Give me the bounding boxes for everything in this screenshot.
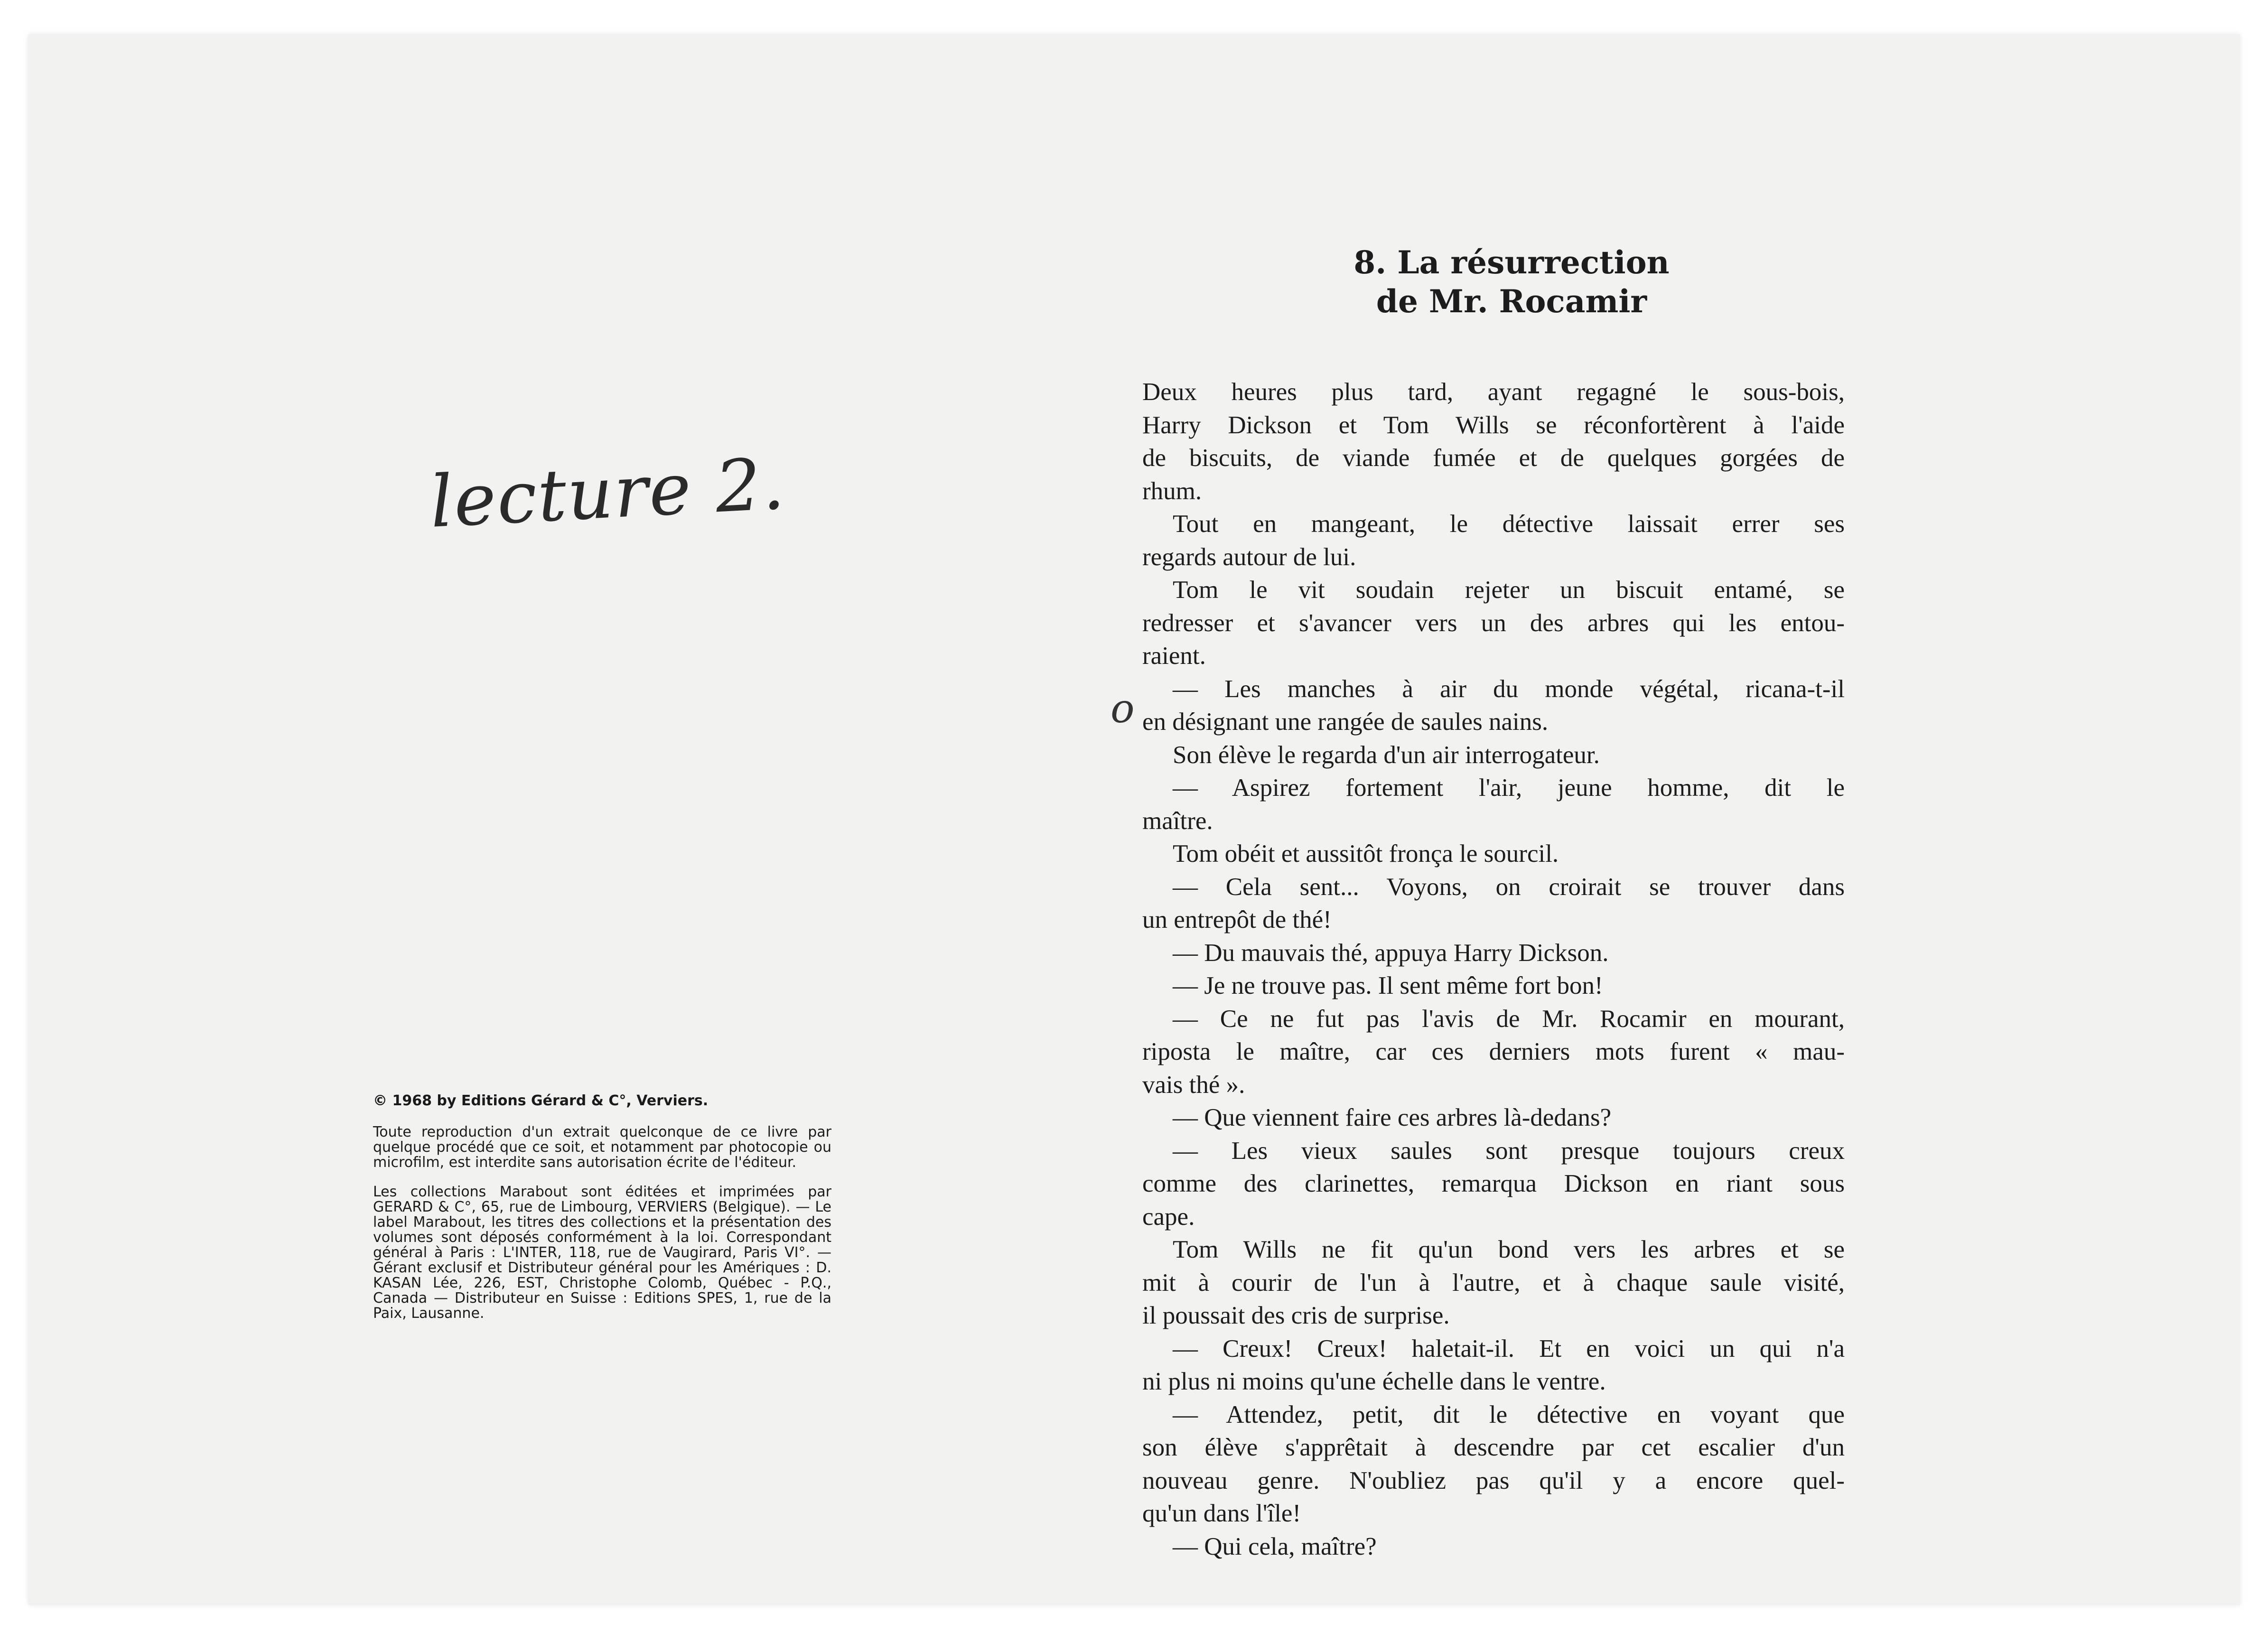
- text-line: raient.: [1142, 642, 1206, 670]
- text-line: il poussait des cris de surprise.: [1142, 1302, 1450, 1329]
- text-line: nouveau genre. N'oubliez pas qu'il y a encore quel-: [1142, 1466, 1845, 1494]
- text-line: qu'un dans l'île!: [1142, 1500, 1301, 1527]
- text-line: Harry Dickson et Tom Wills se réconfortèrent à l'aide: [1142, 411, 1845, 439]
- text-line: en désignant une rangée de saules nains.: [1142, 708, 1549, 736]
- text-line: maître.: [1142, 807, 1213, 835]
- text-line: Tom Wills ne fit qu'un bond vers les arbres et se: [1173, 1236, 1845, 1263]
- chapter-title: [1177, 243, 1846, 321]
- publisher-info: Les collections Marabout sont éditées et imprimées par GERARD & C°, 65, rue de Limbourg, VERVIERS (Belgique). — Le label Marabout, les titres des collections et la présentation des volumes sont déposés conformément à la loi. Correspondant général à Paris : L'INTER, 118, rue de Vaugirard, Paris VI°. — Gérant exclusif et Distributeur général pour les Amériques : D. KASAN Lée, 226, EST, Christophe Colomb, Québec - P.Q., Canada — Distributeur en Suisse : Editions SPES, 1, rue de la Paix, Lausanne.: [373, 1184, 831, 1322]
- chapter-title-line-2: de Mr. Rocamir: [1376, 283, 1647, 320]
- text-line: vais thé ».: [1142, 1071, 1245, 1099]
- chapter-title-line-1: 8. La résurrection: [1353, 244, 1670, 281]
- text-line: — Les vieux saules sont presque toujours creux: [1173, 1137, 1845, 1165]
- text-line: mit à courir de l'un à l'autre, et à chaque saule visité,: [1142, 1269, 1845, 1297]
- text-line: rhum.: [1142, 477, 1202, 505]
- text-line: riposta le maître, car ces derniers mots furent « mau-: [1142, 1038, 1845, 1065]
- text-line: cape.: [1142, 1203, 1195, 1231]
- text-line: — Du mauvais thé, appuya Harry Dickson.: [1173, 939, 1609, 967]
- text-line: redresser et s'avancer vers un des arbres qui les entou-: [1142, 609, 1845, 637]
- text-line: — Attendez, petit, dit le détective en voyant que: [1173, 1400, 1845, 1428]
- text-line: — Que viennent faire ces arbres là-dedans?: [1173, 1104, 1612, 1131]
- text-line: Tom le vit soudain rejeter un biscuit entamé, se: [1173, 576, 1845, 604]
- copyright-notice: © 1968 by Editions Gérard & C°, Verviers.: [373, 1092, 709, 1109]
- text-line: un entrepôt de thé!: [1142, 906, 1332, 933]
- text-line: son élève s'apprêtait à descendre par cet escalier d'un: [1142, 1434, 1845, 1461]
- text-line: ni plus ni moins qu'une échelle dans le ventre.: [1142, 1368, 1606, 1395]
- colophon: [373, 1093, 831, 1335]
- text-line: — Les manches à air du monde végétal, ricana-t-il: [1173, 675, 1845, 703]
- text-line: comme des clarinettes, remarqua Dickson en riant sous: [1142, 1170, 1845, 1197]
- text-line: — Qui cela, maître?: [1173, 1532, 1377, 1560]
- book-spread: [28, 34, 2240, 1605]
- text-line: Deux heures plus tard, ayant regagné le sous-bois,: [1142, 378, 1845, 406]
- text-line: regards autour de lui.: [1142, 543, 1356, 571]
- reproduction-notice: Toute reproduction d'un extrait quelconque de ce livre par quelque procédé que ce soit, et notamment par photocopie ou microfilm, est interdite sans autorisation écrite de l'éditeur.: [373, 1124, 831, 1171]
- handwritten-note: lecture 2.: [428, 442, 787, 544]
- text-line: — Je ne trouve pas. Il sent même fort bon!: [1173, 972, 1603, 999]
- text-line: — Aspirez fortement l'air, jeune homme, dit le: [1173, 774, 1845, 802]
- text-line: Tom obéit et aussitôt fronça le sourcil.: [1173, 840, 1559, 868]
- text-line: — Cela sent... Voyons, on croirait se trouver dans: [1173, 873, 1845, 901]
- text-line: de biscuits, de viande fumée et de quelques gorgées de: [1142, 444, 1845, 472]
- margin-mark: o: [1111, 685, 1135, 732]
- text-line: — Ce ne fut pas l'avis de Mr. Rocamir en mourant,: [1173, 1005, 1845, 1033]
- text-line: — Creux! Creux! haletait-il. Et en voici un qui n'a: [1173, 1334, 1845, 1362]
- text-line: Tout en mangeant, le détective laissait errer ses: [1173, 510, 1845, 538]
- text-line: Son élève le regarda d'un air interrogateur.: [1173, 741, 1600, 769]
- chapter-body: [1142, 376, 1845, 1563]
